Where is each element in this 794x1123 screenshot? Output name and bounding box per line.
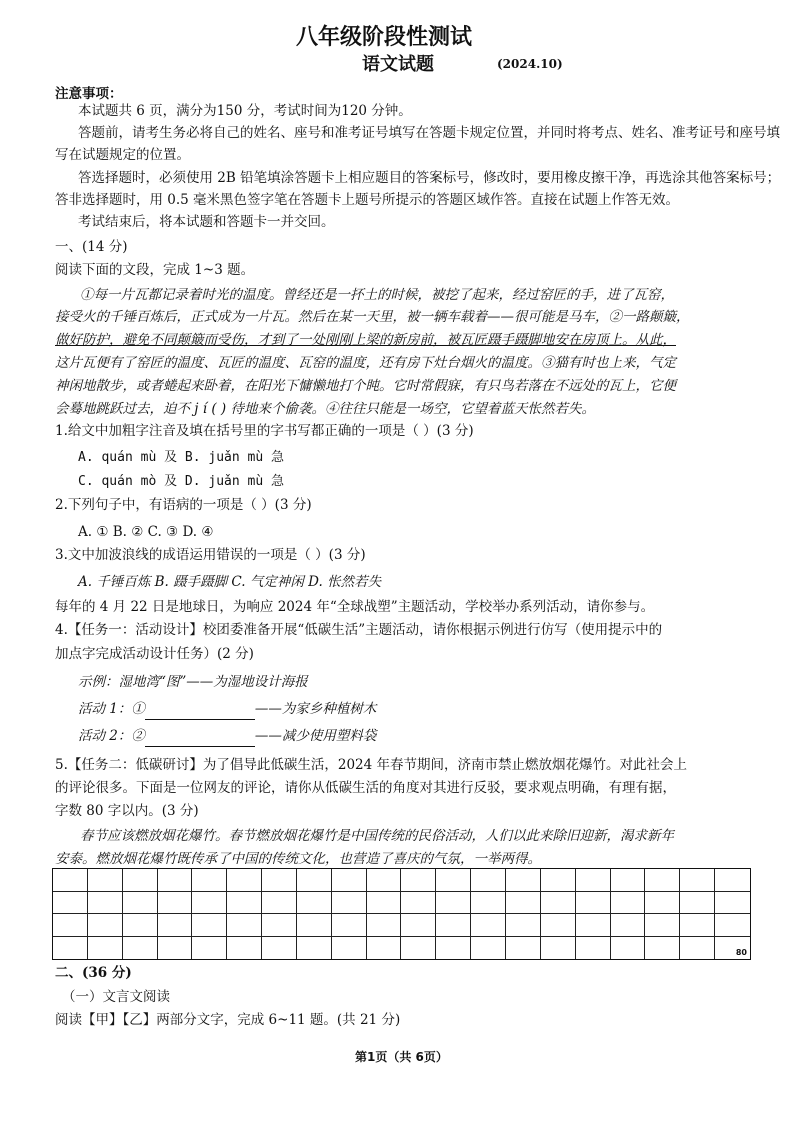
notes-paragraph: 答选择题时，必须使用 2B 铅笔填涂答题卡上相应题目的答案标号，修改时，要用橡皮擦干净，再选涂其他答案标号；	[78, 170, 781, 186]
answer-grid-cell[interactable]	[436, 892, 471, 915]
subsection-heading: （一）文言文阅读	[62, 989, 170, 1005]
passage-line: 神闲地散步，或者蜷起来卧着，在阳光下慵懒地打个盹。它时常假寐，有只鸟若落在不远处的瓦上，它便	[55, 378, 676, 394]
answer-grid-cell[interactable]	[88, 937, 123, 960]
answer-grid-cell[interactable]	[297, 869, 332, 892]
answer-grid-cell[interactable]	[192, 914, 227, 937]
answer-grid-cell[interactable]	[262, 869, 297, 892]
answer-grid-cell[interactable]	[645, 869, 680, 892]
answer-grid-cell[interactable]	[332, 937, 367, 960]
answer-grid-cell[interactable]	[541, 892, 576, 915]
answer-grid-cell[interactable]	[53, 937, 88, 960]
answer-grid-cell[interactable]	[611, 937, 646, 960]
activity-2-tail: ——减少使用塑料袋	[254, 728, 377, 744]
answer-grid-cell[interactable]	[367, 914, 402, 937]
answer-grid[interactable]	[52, 868, 751, 960]
question-5: 的评论很多。下面是一位网友的评论，请你从低碳生活的角度对其进行反驳，要求观点明确，有理有据，	[55, 780, 676, 796]
answer-grid-cell[interactable]	[471, 937, 506, 960]
answer-grid-cell[interactable]	[680, 869, 715, 892]
answer-grid-cell[interactable]	[680, 914, 715, 937]
answer-grid-cell[interactable]	[158, 892, 193, 915]
answer-grid-cell[interactable]	[123, 869, 158, 892]
answer-grid-cell[interactable]	[506, 937, 541, 960]
passage-line: 会蓦地跳跃过去，迫不 j í ( ) 待地来个偷袭。④往往只能是一场空，它望着蓝天怅然若失。	[55, 401, 595, 417]
answer-grid-cell[interactable]	[158, 914, 193, 937]
activity-1-blank[interactable]	[145, 705, 255, 720]
answer-grid-cell[interactable]	[506, 914, 541, 937]
answer-grid-cell[interactable]	[576, 892, 611, 915]
notes-paragraph: 考试结束后，将本试题和答题卡一并交回。	[78, 214, 335, 230]
activity-2	[78, 725, 376, 747]
answer-grid-cell[interactable]	[262, 937, 297, 960]
answer-grid-cell[interactable]	[367, 892, 402, 915]
answer-grid-cell[interactable]	[576, 869, 611, 892]
answer-grid-cell[interactable]	[471, 914, 506, 937]
answer-grid-cell[interactable]	[541, 869, 576, 892]
answer-grid-cell[interactable]	[88, 892, 123, 915]
answer-grid-cell[interactable]	[192, 937, 227, 960]
answer-grid-cell[interactable]	[436, 914, 471, 937]
passage-line: 接受火的千锤百炼后，正式成为一片瓦。然后在某一天里，被一辆车载着——很可能是马车，②一路颠簸，	[55, 309, 690, 325]
question-2-options: A. ① B. ② C. ③ D. ④	[78, 524, 214, 540]
question-1-options: C. quán mò 及 D. juǎn mù 急	[78, 474, 285, 489]
answer-grid-cell[interactable]	[645, 892, 680, 915]
notes-paragraph: 答题前，请考生务必将自己的姓名、座号和准考证号填写在答题卡规定位置，并同时将考点、姓名、准考证号和座号填	[78, 125, 780, 141]
activity-2-blank[interactable]	[145, 732, 255, 747]
answer-grid-cell[interactable]	[541, 914, 576, 937]
question-1-options: A. quán mù 及 B. juǎn mù 急	[78, 450, 285, 465]
answer-grid-cell[interactable]	[227, 892, 262, 915]
answer-grid-cell[interactable]	[645, 914, 680, 937]
passage-line: 做好防护，避免不同颠簸而受伤，才到了一处刚刚上梁的新房前，被瓦匠蹑手蹑脚地安在房顶上。从此，	[55, 332, 676, 348]
answer-grid-cell[interactable]	[611, 892, 646, 915]
answer-grid-cell[interactable]	[436, 869, 471, 892]
answer-grid-cell[interactable]	[401, 869, 436, 892]
question-3: 3.文中加波浪线的成语运用错误的一项是（ ）(3 分)	[55, 547, 366, 563]
activity-1-tail: ——为家乡种植树木	[254, 701, 377, 717]
section-heading: 一、(14 分)	[55, 239, 128, 255]
notes-paragraph: 本试题共 6 页，满分为150 分，考试时间为120 分钟。	[78, 103, 412, 119]
answer-grid-cell[interactable]	[53, 869, 88, 892]
answer-grid-cell[interactable]	[192, 892, 227, 915]
activity-2-label: 活动 2：②	[78, 728, 145, 744]
answer-grid-cell[interactable]	[611, 914, 646, 937]
passage-line: 这片瓦便有了窑匠的温度、瓦匠的温度、瓦窑的温度，还有房下灶台烟火的温度。③猫有时也上来，气定	[55, 355, 676, 371]
answer-grid-cell[interactable]	[611, 869, 646, 892]
answer-grid-cell[interactable]	[53, 892, 88, 915]
question-3-options: A. 千锤百炼 B. 蹑手蹑脚 C. 气定神闲 D. 怅然若失	[78, 574, 382, 590]
answer-grid-cell[interactable]	[297, 914, 332, 937]
answer-grid-cell[interactable]	[332, 869, 367, 892]
answer-grid-cell[interactable]	[53, 914, 88, 937]
answer-grid-cell[interactable]	[227, 937, 262, 960]
answer-grid-cell[interactable]	[332, 914, 367, 937]
answer-grid-cell[interactable]	[401, 892, 436, 915]
exam-date: (2024.10)	[497, 57, 563, 71]
answer-grid-cell[interactable]	[541, 937, 576, 960]
section-heading: 二、(36 分)	[55, 965, 132, 981]
question-5: 5.【任务二：低碳研讨】为了倡导此低碳生活，2024 年春节期间，济南市禁止燃放烟花爆竹。对此社会上	[55, 757, 688, 773]
notes-heading: 注意事项：	[55, 86, 123, 102]
activity-1	[78, 698, 376, 720]
answer-grid-cell[interactable]	[680, 937, 715, 960]
answer-grid-cell[interactable]	[506, 892, 541, 915]
question-2: 2.下列句子中，有语病的一项是（ ）(3 分)	[55, 497, 312, 513]
answer-grid-cell[interactable]	[367, 869, 402, 892]
reading-instruction: 阅读下面的文段，完成 1~3 题。	[55, 262, 255, 278]
word-count-marker: 80	[735, 948, 747, 957]
answer-grid-cell[interactable]	[192, 869, 227, 892]
answer-grid-cell[interactable]	[715, 869, 750, 892]
answer-grid-cell[interactable]	[262, 892, 297, 915]
answer-grid-cell[interactable]	[297, 892, 332, 915]
question-4: 4.【任务一：活动设计】校团委准备开展“低碳生活”主题活动，请你根据示例进行仿写（使用提示中的	[55, 622, 663, 638]
exam-subtitle: 语文试题	[362, 54, 434, 75]
answer-grid-cell[interactable]	[715, 892, 750, 915]
answer-grid-cell[interactable]	[88, 914, 123, 937]
question-1: 1.给文中加粗字注音及填在括号里的字书写都正确的一项是（ ）(3 分)	[55, 423, 474, 439]
answer-grid-cell[interactable]	[332, 892, 367, 915]
reading-instruction: 阅读【甲】【乙】两部分文字，完成 6~11 题。(共 21 分)	[55, 1012, 401, 1028]
exam-title: 八年级阶段性测试	[296, 25, 473, 50]
answer-grid-cell[interactable]	[576, 914, 611, 937]
answer-grid-cell[interactable]	[645, 937, 680, 960]
answer-grid-cell[interactable]	[123, 892, 158, 915]
answer-grid-cell[interactable]	[367, 937, 402, 960]
netizen-comment: 春节应该燃放烟花爆竹。春节燃放烟花爆竹是中国传统的民俗活动，人们以此来除旧迎新，渴求新年	[80, 828, 674, 844]
answer-grid-cell[interactable]	[576, 937, 611, 960]
answer-grid-cell[interactable]	[436, 937, 471, 960]
answer-grid-cell[interactable]	[401, 914, 436, 937]
answer-grid-cell[interactable]	[227, 869, 262, 892]
answer-grid-cell[interactable]	[88, 869, 123, 892]
answer-grid-cell[interactable]	[471, 892, 506, 915]
netizen-comment: 安泰。燃放烟花爆竹既传承了中国的传统文化，也营造了喜庆的气氛，一举两得。	[55, 851, 541, 867]
answer-grid-cell[interactable]	[227, 914, 262, 937]
question-5: 字数 80 字以内。(3 分)	[55, 803, 199, 819]
answer-grid-cell[interactable]	[401, 937, 436, 960]
notes-paragraph: 写在试题规定的位置。	[55, 147, 190, 163]
answer-grid-cell[interactable]	[123, 937, 158, 960]
answer-grid-cell[interactable]	[158, 869, 193, 892]
answer-grid-cell[interactable]	[262, 914, 297, 937]
question-4: 加点字完成活动设计任务）(2 分)	[55, 646, 254, 662]
answer-grid-cell[interactable]	[471, 869, 506, 892]
passage-line: ①每一片瓦都记录着时光的温度。曾经还是一抔土的时候，被挖了起来，经过窑匠的手，进了瓦窑，	[80, 287, 674, 303]
page-number: 第1页（共 6页）	[355, 1050, 448, 1064]
answer-grid-cell[interactable]	[297, 937, 332, 960]
event-intro: 每年的 4 月 22 日是地球日，为响应 2024 年“全球战塑”主题活动，学校举办系列活动，请你参与。	[55, 599, 655, 615]
answer-grid-cell[interactable]	[715, 914, 750, 937]
answer-grid-cell[interactable]	[680, 892, 715, 915]
notes-paragraph: 答非选择题时，用 0.5 毫米黑色签字笔在答题卡上题号所提示的答题区域作答。直接在试题上作答无效。	[55, 192, 680, 208]
activity-1-label: 活动 1：①	[78, 701, 145, 717]
answer-grid-cell[interactable]	[123, 914, 158, 937]
answer-grid-cell[interactable]	[158, 937, 193, 960]
answer-grid-cell[interactable]	[715, 937, 750, 960]
answer-grid-cell[interactable]	[506, 869, 541, 892]
activity-example: 示例：湿地湾“图”——为湿地设计海报	[78, 674, 308, 690]
